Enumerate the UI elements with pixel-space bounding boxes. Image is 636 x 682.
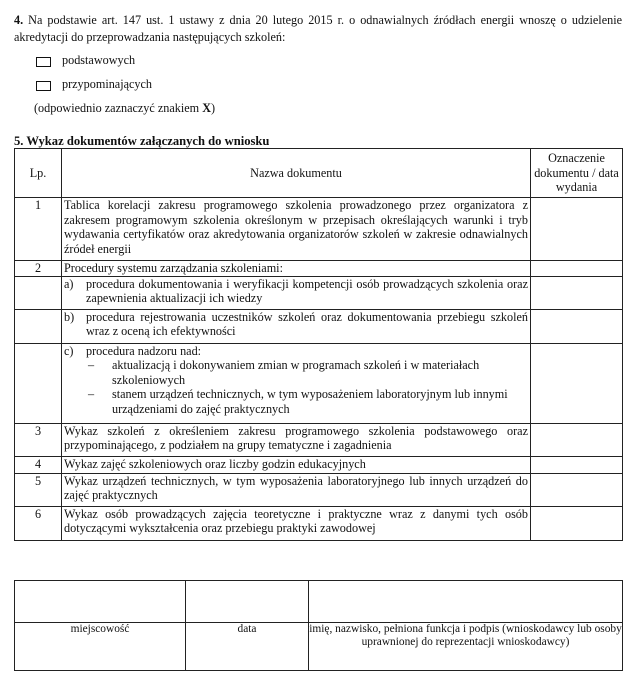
- document-name: [62, 309, 531, 343]
- document-mark-cell[interactable]: [531, 261, 623, 277]
- section-4-paragraph: [14, 12, 622, 46]
- mark-instruction: [34, 101, 215, 116]
- header-mark: Oznaczenie dokumentu / data wydania: [531, 149, 623, 198]
- signature-table: [14, 580, 623, 671]
- document-mark-cell[interactable]: [531, 276, 623, 309]
- note-mark: X: [202, 101, 211, 115]
- checkbox-przypominajacych[interactable]: [36, 81, 51, 91]
- section-5-title: 5. Wykaz dokumentów załączanych do wniosku: [14, 134, 270, 148]
- item-letter: a): [64, 276, 74, 291]
- document-name: Wykaz zajęć szkoleniowych oraz liczby godzin edukacyjnych: [62, 456, 531, 473]
- document-name: Procedury systemu zarządzania szkoleniami:: [62, 261, 531, 277]
- item-text: procedura nadzoru nad:: [86, 343, 202, 358]
- row-number: [15, 276, 62, 309]
- dash-bullet: –: [88, 387, 95, 402]
- document-mark-cell[interactable]: [531, 198, 623, 261]
- row-number: 3: [15, 423, 62, 456]
- item-text: procedura dokumentowania i weryfikacji kompetencji osób prowadzących szkolenia oraz zapewnienia aktualizacji ich wiedzy: [86, 276, 528, 306]
- row-number: [15, 343, 62, 423]
- document-name: [62, 343, 531, 423]
- row-number: 6: [15, 506, 62, 540]
- row-number: 5: [15, 473, 62, 506]
- table-row: [15, 423, 623, 456]
- document-name: Tablica korelacji zakresu programowego szkolenia prowadzonego przez organizatora z zakresem programowym szkolenia określonym w przepisach określających warunki i tryb wydawania certyfikatów oraz akredytowania organizatorów szkoleń w zakresie odnawialnych źródeł energii: [62, 198, 531, 261]
- date-label: data: [186, 623, 309, 671]
- table-row: [15, 456, 623, 473]
- item-letter: c): [64, 343, 74, 358]
- item-letter: b): [64, 309, 75, 324]
- section-4-text: Na podstawie art. 147 ust. 1 ustawy z dnia 20 lutego 2015 r. o odnawialnych źródłach energii wnoszę o udzielenie akredytacji do przeprowadzania następujących szkoleń:: [14, 13, 622, 44]
- option-label-podstawowych: podstawowych: [62, 53, 136, 67]
- table-row: [15, 261, 623, 277]
- table-row: [15, 309, 623, 343]
- signature-field[interactable]: [309, 581, 623, 623]
- table-row: [15, 506, 623, 540]
- table-row: [15, 343, 623, 423]
- documents-table: [14, 148, 623, 541]
- row-number: 1: [15, 198, 62, 261]
- place-label: miejscowość: [15, 623, 186, 671]
- checkbox-podstawowych[interactable]: [36, 57, 51, 67]
- note-prefix: (odpowiednio zaznaczyć znakiem: [34, 101, 203, 115]
- document-mark-cell[interactable]: [531, 456, 623, 473]
- header-name: Nazwa dokumentu: [62, 149, 531, 198]
- note-suffix: ): [211, 101, 216, 115]
- document-mark-cell[interactable]: [531, 309, 623, 343]
- row-number: 2: [15, 261, 62, 277]
- signature-labels-row: [15, 623, 623, 671]
- section-4-number: 4.: [14, 13, 24, 27]
- document-name: Wykaz szkoleń z określeniem zakresu programowego szkolenia podstawowego oraz przypominającego, z podziałem na grupy tematyczne i zagadnienia: [62, 423, 531, 456]
- sub-item-text: aktualizacją i dokonywaniem zmian w programach szkoleń i w materiałach szkoleniowych: [112, 358, 480, 387]
- table-row: [15, 473, 623, 506]
- document-name: Wykaz osób prowadzących zajęcia teoretyczne i praktyczne wraz z danymi tych osób dotyczącymi wykształcenia oraz przebiegu praktyki zawodowej: [62, 506, 531, 540]
- table-header-row: [15, 149, 623, 198]
- document-mark-cell[interactable]: [531, 473, 623, 506]
- signature-fields-row: [15, 581, 623, 623]
- item-text: procedura rejestrowania uczestników szkoleń oraz dokumentowania przebiegu szkoleń wraz z oceną ich efektywności: [86, 309, 528, 339]
- table-row: [15, 276, 623, 309]
- dash-bullet: –: [88, 358, 95, 373]
- document-mark-cell[interactable]: [531, 423, 623, 456]
- table-row: [15, 198, 623, 261]
- option-label-przypominajacych: przypominających: [62, 77, 153, 91]
- date-field[interactable]: [186, 581, 309, 623]
- row-number: [15, 309, 62, 343]
- document-name: Wykaz urządzeń technicznych, w tym wyposażenia laboratoryjnego lub innych urządzeń do zajęć praktycznych: [62, 473, 531, 506]
- document-name: [62, 276, 531, 309]
- header-lp: Lp.: [15, 149, 62, 198]
- place-field[interactable]: [15, 581, 186, 623]
- document-mark-cell[interactable]: [531, 506, 623, 540]
- sub-item-text: stanem urządzeń technicznych, w tym wyposażeniem laboratoryjnym lub innymi urządzeniami do zajęć praktycznych: [112, 387, 508, 416]
- signature-label: imię, nazwisko, pełniona funkcja i podpis (wnioskodawcy lub osoby uprawnionej do reprezentacji wnioskodawcy): [309, 623, 623, 671]
- document-mark-cell[interactable]: [531, 343, 623, 423]
- row-number: 4: [15, 456, 62, 473]
